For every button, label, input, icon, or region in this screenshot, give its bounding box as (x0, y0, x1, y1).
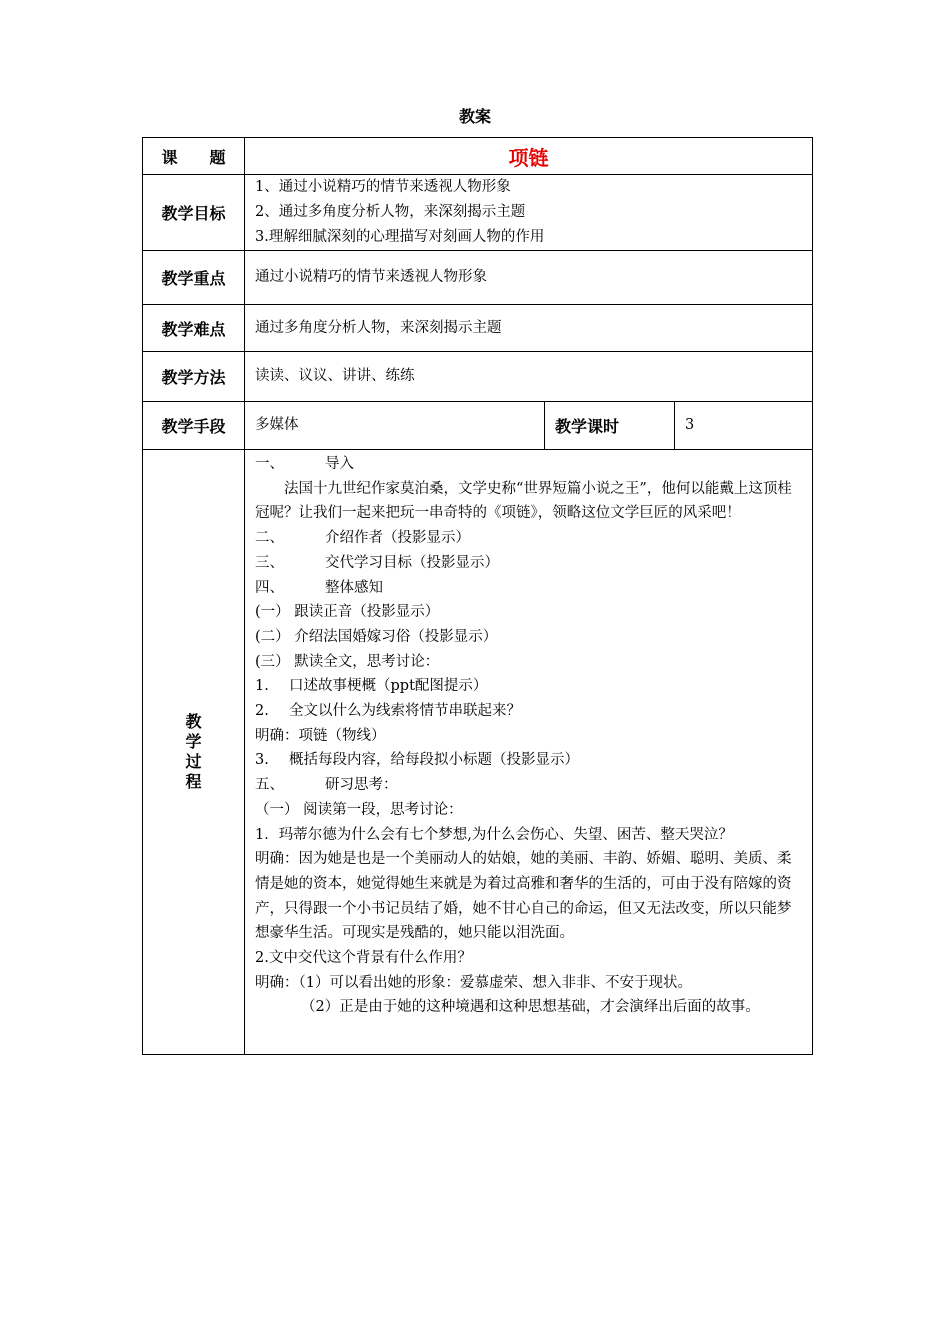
hours-value: 3 (675, 402, 813, 450)
method-value: 读读、议议、讲讲、练练 (245, 352, 813, 402)
process-label-char: 程 (185, 772, 202, 792)
question-item: 2.文中交代这个背景有什么作用？ (255, 950, 472, 967)
section-heading: 二、 介绍作者（投影显示） (255, 530, 470, 547)
subsection: (三） 默读全文，思考讨论： (255, 653, 440, 670)
intro-paragraph: 法国十九世纪作家莫泊桑，文学史称“世界短篇小说之王”，他何以能戴上这顶桂冠呢？让我们一起来把玩一串奇特的《项链》，领略这位文学巨匠的风采吧！ (255, 480, 792, 522)
label-means: 教学手段 (143, 402, 245, 450)
subsection: （一） 阅读第一段，思考讨论： (255, 801, 463, 818)
label-hours: 教学课时 (545, 402, 675, 450)
page-title: 教案 (458, 107, 491, 126)
lesson-plan-table (142, 137, 813, 1055)
objective-item: 3.理解细腻深刻的心理描写对刻画人物的作用 (255, 229, 545, 245)
section-heading: 五、 研习思考： (255, 777, 398, 794)
label-difficulty: 教学难点 (143, 305, 245, 352)
label-key-point: 教学重点 (143, 251, 245, 305)
process-content (245, 450, 813, 1055)
question-item: 2. 全文以什么为线索将情节串联起来？ (255, 703, 521, 720)
subsection: (二） 介绍法国婚嫁习俗（投影显示） (255, 628, 498, 645)
topic-value: 项链 (245, 138, 813, 175)
difficulty-value: 通过多角度分析人物，来深刻揭示主题 (245, 305, 813, 352)
question-item: 1．玛蒂尔德为什么会有七个梦想,为什么会伤心、失望、困苦、整天哭泣？ (255, 826, 733, 843)
label-objectives: 教学目标 (143, 175, 245, 251)
subsection: (一） 跟读正音（投影显示） (255, 604, 440, 621)
section-heading: 一、 导入 (255, 456, 354, 472)
process-label-char: 学 (185, 732, 202, 752)
row-objectives (143, 175, 813, 251)
label-process (143, 450, 245, 1055)
objective-item: 1、通过小说精巧的情节来透视人物形象 (255, 179, 511, 195)
row-method (143, 352, 813, 402)
objectives-cell (245, 175, 813, 251)
row-topic (143, 138, 813, 175)
row-means (143, 402, 813, 450)
question-item: 3. 概括每段内容，给每段拟小标题（投影显示） (255, 752, 579, 769)
section-heading: 四、 整体感知 (255, 579, 383, 596)
row-key-point (143, 251, 813, 305)
label-topic: 课 题 (143, 138, 245, 175)
row-difficulty (143, 305, 813, 352)
process-label-char: 过 (185, 752, 202, 772)
answer: （2）正是由于她的这种境遇和这种思想基础，才会演绎出后面的故事。 (301, 999, 760, 1016)
objective-item: 2、通过多角度分析人物，来深刻揭示主题 (255, 204, 526, 220)
answer: 明确：项链（物线） (255, 727, 386, 744)
answer: 明确：因为她是也是一个美丽动人的姑娘，她的美丽、丰韵、娇媚、聪明、美质、柔情是她的资本，她觉得她生来就是为着过高雅和奢华的生活的，可由于没有陪嫁的资产，只得跟一个小书记员结了婚，她不甘心自己的命运，但又无法改变，所以只能梦想豪华生活。可现实是残酷的，她只能以泪洗面。 (255, 851, 792, 942)
answer: 明确：（1）可以看出她的形象：爱慕虚荣、想入非非、不安于现状。 (255, 974, 692, 991)
process-label-char: 教 (185, 712, 202, 732)
row-process (143, 450, 813, 1055)
label-method: 教学方法 (143, 352, 245, 402)
means-value: 多媒体 (245, 402, 545, 450)
key-point-value: 通过小说精巧的情节来透视人物形象 (245, 251, 813, 305)
question-item: 1. 口述故事梗概（ppt配图提示） (255, 678, 488, 695)
section-heading: 三、 交代学习目标（投影显示） (255, 554, 499, 571)
